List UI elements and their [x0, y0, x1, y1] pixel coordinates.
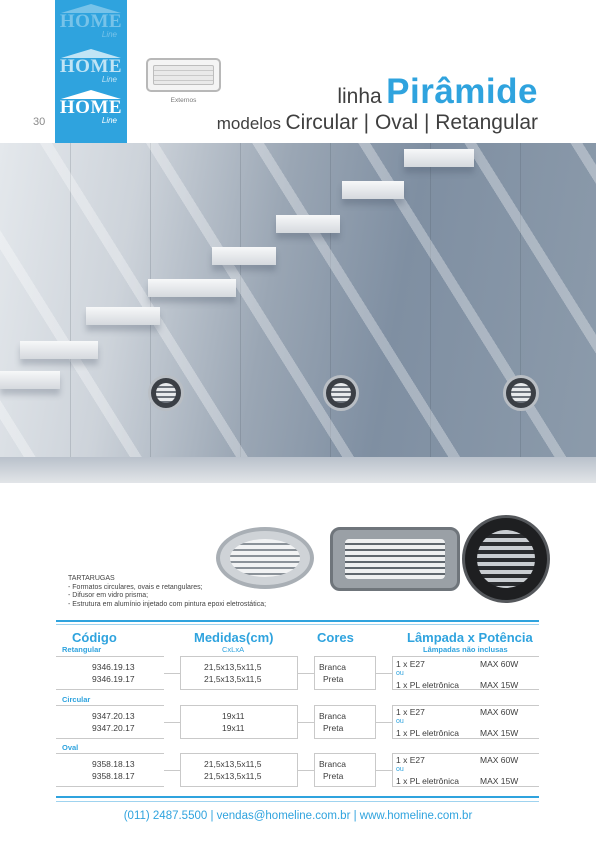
- brand-logo-faded: HOME Line: [55, 4, 127, 39]
- code-cell: 9346.19.13: [92, 662, 135, 672]
- header-lampada-sub: Lâmpadas não inclusas: [423, 645, 508, 654]
- measure-cell: 21,5x13,5x11,5: [204, 759, 262, 769]
- footer-contact: (011) 2487.5500 | vendas@homeline.com.br | www.homeline.com.br: [123, 810, 473, 822]
- lamp-cell: 1 x PL eletrônica: [396, 776, 459, 786]
- color-cell: Branca: [319, 662, 346, 672]
- measure-cell: 21,5x13,5x11,5: [204, 771, 262, 781]
- footer-rule-light: [56, 801, 539, 802]
- description-item: - Difusor em vidro prisma;: [68, 592, 149, 600]
- header-medidas: Medidas(cm): [194, 630, 274, 645]
- title-line-name: Pirâmide: [386, 72, 538, 111]
- external-label: Externos: [170, 97, 197, 104]
- page-number: 30: [33, 116, 46, 128]
- brand-logo-medium: HOME Line: [55, 49, 127, 84]
- color-cell: Branca: [319, 759, 346, 769]
- measure-cell: 21,5x13,5x11,5: [204, 674, 262, 684]
- code-cell: 9347.20.17: [92, 723, 135, 733]
- brand-logo-column: [55, 0, 127, 143]
- wall-lamp-center: [323, 375, 359, 411]
- code-cell: 9346.19.17: [92, 674, 135, 684]
- lamp-cell: 1 x PL eletrônica: [396, 728, 459, 738]
- measure-cell: 19x11: [222, 711, 245, 721]
- group-label-oval: Oval: [62, 743, 79, 752]
- table-top-rule-light: [56, 624, 539, 625]
- page-subtitle: [217, 111, 538, 135]
- product-circular-image: [462, 515, 550, 603]
- header-cores: Cores: [317, 630, 354, 645]
- lamp-cell: 1 x PL eletrônica: [396, 680, 459, 690]
- wall-lamp-left: [148, 375, 184, 411]
- power-cell: MAX 15W: [480, 728, 519, 738]
- color-cell: Preta: [323, 723, 344, 733]
- power-cell: MAX 60W: [480, 755, 519, 765]
- header-codigo: Código: [72, 630, 117, 645]
- power-cell: MAX 15W: [480, 680, 519, 690]
- description-heading: TARTARUGAS: [68, 575, 115, 582]
- lamp-cell: 1 x E27: [396, 755, 425, 765]
- color-cell: Branca: [319, 711, 346, 721]
- hero-photo-staircase: [0, 143, 596, 483]
- group-label-retangular: Retangular: [62, 645, 102, 654]
- description-item: - Estrutura em alumínio injetado com pintura epoxi eletrostática;: [68, 600, 267, 608]
- external-fixture-icon: [146, 58, 221, 92]
- code-cell: 9358.18.13: [92, 759, 135, 769]
- power-cell: MAX 60W: [480, 659, 519, 669]
- group-label-circular: Circular: [62, 695, 91, 704]
- measure-cell: 21,5x13,5x11,5: [204, 662, 262, 672]
- footer-rule: [56, 796, 539, 798]
- table-top-rule: [56, 620, 539, 622]
- wall-lamp-right: [503, 375, 539, 411]
- or-label: ou: [396, 766, 404, 773]
- header-medidas-sub: CxLxA: [222, 645, 245, 654]
- header-lampada: Lâmpada x Potência: [407, 630, 533, 645]
- lamp-cell: 1 x E27: [396, 707, 425, 717]
- code-cell: 9347.20.13: [92, 711, 135, 721]
- lamp-cell: 1 x E27: [396, 659, 425, 669]
- or-label: ou: [396, 718, 404, 725]
- title-prefix: linha: [337, 85, 382, 108]
- power-cell: MAX 60W: [480, 707, 519, 717]
- brand-logo: HOME Line: [55, 90, 127, 125]
- subtitle-prefix: modelos: [216, 114, 282, 133]
- page-title: [337, 72, 538, 112]
- subtitle-models: Circular | Oval | Retangular: [285, 111, 538, 134]
- color-cell: Preta: [323, 674, 344, 684]
- description-item: - Formatos circulares, ovais e retangulares;: [68, 583, 203, 591]
- product-rectangular-image: [330, 527, 460, 591]
- code-cell: 9358.18.17: [92, 771, 135, 781]
- or-label: ou: [396, 670, 404, 677]
- color-cell: Preta: [323, 771, 344, 781]
- product-description: [68, 575, 266, 609]
- power-cell: MAX 15W: [480, 776, 519, 786]
- measure-cell: 19x11: [222, 723, 245, 733]
